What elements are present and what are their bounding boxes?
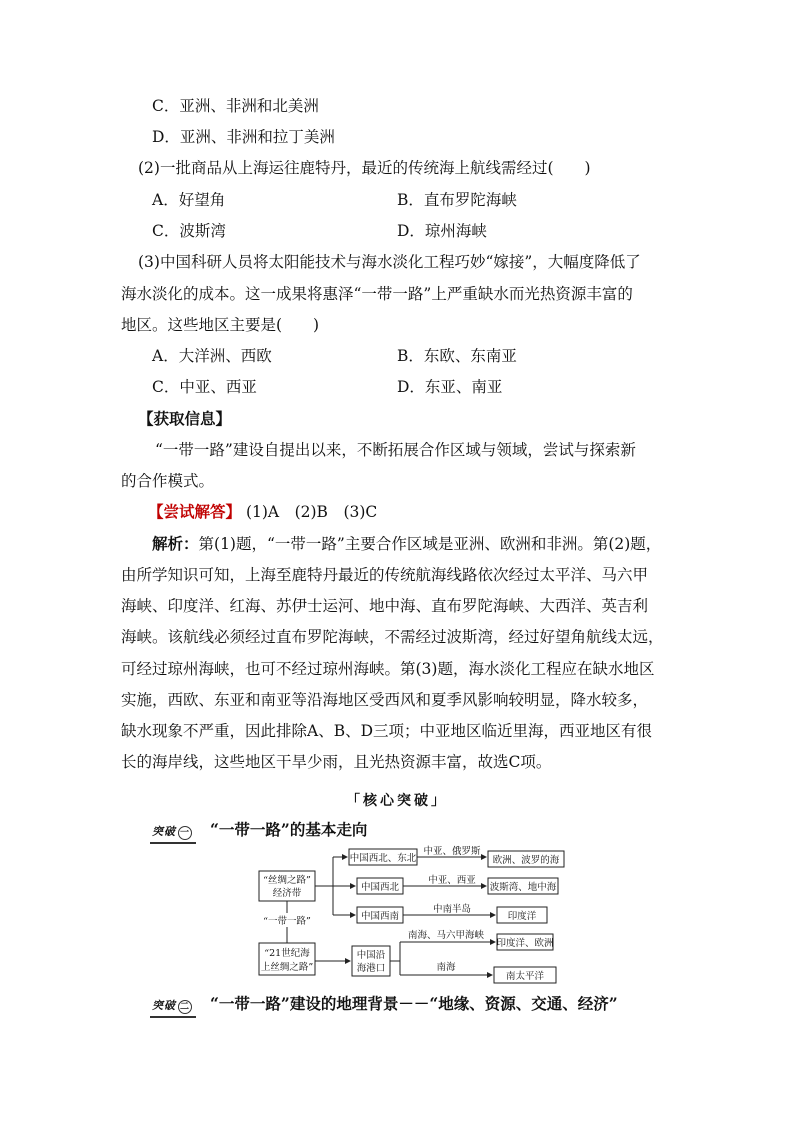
answer-row (148, 502, 377, 522)
breakthrough1-row (150, 820, 367, 844)
breakthrough1-title: “一带一路”的基本走向 (210, 820, 368, 839)
route3-label: 中南半岛 (432, 904, 472, 915)
q2-options-row1 (152, 190, 517, 210)
dest4-label: 印度洋、欧洲 (496, 938, 554, 949)
dest2-label: 波斯湾、地中海 (489, 882, 557, 893)
analysis-line3: 海峡、印度洋、红海、苏伊士运河、地中海、直布罗陀海峡、大西洋、英吉利 (121, 597, 649, 615)
answer-label: 【尝试解答】 (148, 502, 242, 521)
breakthrough2-badge (150, 996, 196, 1018)
breakthrough2-badge-num: 二 (179, 1002, 190, 1012)
analysis-line2: 由所学知识可知，上海至鹿特丹最近的传统航海线路依次经过太平洋、马六甲 (121, 566, 649, 584)
q3-stem-line2: 海水淡化的成本。这一成果将惠泽“一带一路”上严重缺水而光热资源丰富的 (121, 285, 633, 303)
q2-stem: (2)一批商品从上海运往鹿特丹，最近的传统海上航线需经过( ) (138, 159, 591, 177)
analysis-line8: 长的海岸线，这些地区干旱少雨，且光热资源丰富，故选C项。 (121, 753, 552, 771)
breakthrough1-badge (150, 822, 196, 844)
dest5-label: 南太平洋 (505, 971, 545, 982)
breakthrough2-title: “一带一路”建设的地理背景－－“地缘、资源、交通、经济” (210, 994, 618, 1013)
nw-ne-label: 中国西北、东北 (349, 853, 417, 864)
q1-option-c: C．亚洲、非洲和北美洲 (152, 97, 319, 115)
q2-option-b: B．直布罗陀海峡 (397, 191, 517, 209)
q3-option-d: D．东亚、南亚 (397, 378, 503, 396)
q3-options-row2 (152, 377, 503, 397)
analysis-line5: 可经过琼州海峡，也可不经过琼州海峡。第(3)题，海水淡化工程应在缺水地区 (121, 660, 655, 678)
analysis-text-1: 第(1)题，“一带一路”主要合作区域是亚洲、欧洲和非洲。第(2)题， (198, 535, 662, 553)
route2-label: 中亚、西亚 (428, 875, 476, 886)
dest1-label: 欧洲、波罗的海 (492, 855, 560, 866)
q3-stem-line1: (3)中国科研人员将太阳能技术与海水淡化工程巧妙“嫁接”，大幅度降低了 (138, 253, 641, 271)
center-label: “一带一路” (263, 916, 311, 927)
route1-label: 中亚、俄罗斯 (423, 846, 481, 857)
belt-road-diagram (0, 843, 794, 993)
q3-option-a: A．大洋洲、西欧 (152, 347, 272, 365)
belt-label-1: “丝绸之路” (263, 875, 311, 886)
analysis-line7: 缺水现象不严重，因此排除A、B、D三项；中亚地区临近里海，西亚地区有很 (121, 722, 653, 740)
analysis-line1 (152, 534, 661, 554)
belt-label-2: 经济带 (272, 888, 302, 899)
nw-label: 中国西北 (360, 882, 400, 893)
q3-options-row1 (152, 346, 517, 366)
road-label-2: 上丝绸之路” (260, 962, 314, 973)
q2-option-a: A．好望角 (152, 191, 226, 209)
route4-label: 南海、马六甲海峡 (407, 930, 485, 941)
info-line2: 的合作模式。 (121, 472, 215, 490)
q3-stem-line3: 地区。这些地区主要是( ) (121, 316, 320, 334)
port-label-1: 中国沿 (356, 950, 386, 961)
dest3-label: 印度洋 (507, 911, 537, 922)
analysis-label: 解析： (152, 534, 199, 553)
breakthrough1-badge-num: 一 (179, 828, 190, 838)
answer-text: (1)A (2)B (3)C (245, 503, 378, 521)
breakthrough1-badge-text: 突破 (152, 825, 176, 838)
route5-label: 南海 (436, 962, 456, 973)
sw-label: 中国西南 (360, 911, 400, 922)
q3-option-b: B．东欧、东南亚 (397, 347, 517, 365)
info-heading: 【获取信息】 (138, 409, 232, 428)
q1-option-d: D．亚洲、非洲和拉丁美洲 (152, 128, 335, 146)
q2-options-row2 (152, 221, 487, 241)
q2-option-d: D．琼州海峡 (397, 222, 487, 240)
analysis-line6: 实施，西欧、东亚和南亚等沿海地区受西风和夏季风影响较明显，降水较多， (121, 691, 649, 709)
breakthrough2-badge-text: 突破 (152, 999, 176, 1012)
core-title: 「核心突破」 (346, 793, 448, 809)
q2-option-c: C．波斯湾 (152, 222, 226, 240)
info-line1: “一带一路”建设自提出以来，不断拓展合作区域与领域，尝试与探索新 (155, 441, 636, 459)
analysis-line4: 海峡。该航线必须经过直布罗陀海峡，不需经过波斯湾，经过好望角航线太远， (121, 628, 664, 646)
q3-option-c: C．中亚、西亚 (152, 378, 257, 396)
breakthrough2-row (150, 994, 618, 1018)
road-label-1: “21世纪海 (264, 948, 310, 959)
port-label-2: 海港口 (356, 963, 386, 974)
